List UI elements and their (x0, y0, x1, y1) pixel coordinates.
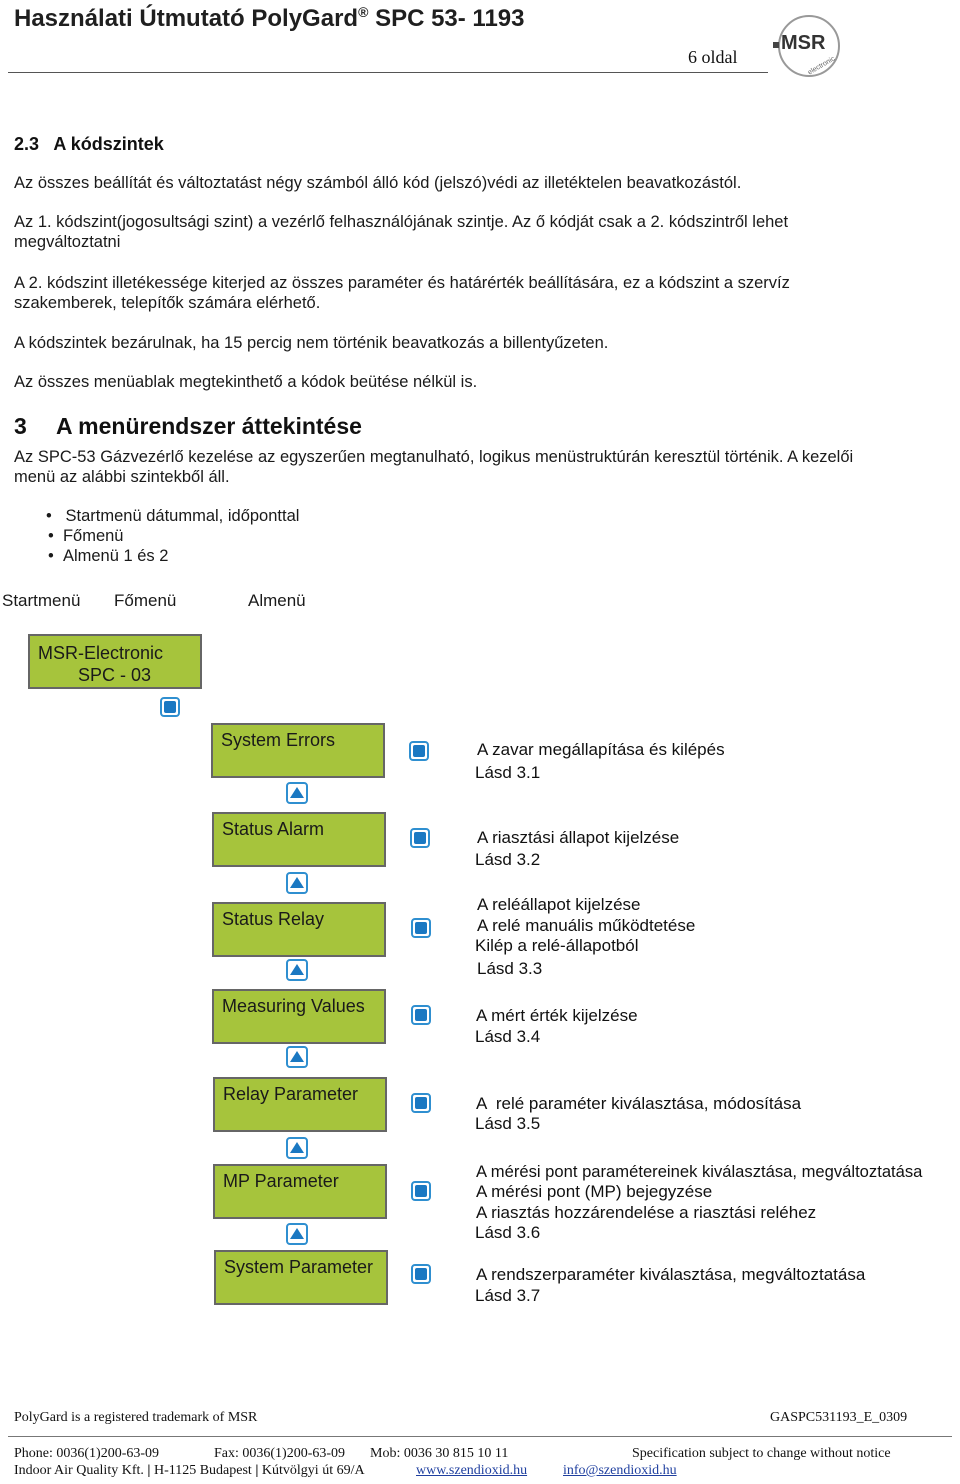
up-arrow-key-icon (286, 1137, 308, 1159)
paragraph: A kódszintek bezárulnak, ha 15 percig nem történik beavatkozás a billentyűzeten. (14, 334, 609, 352)
lcd-system-errors: System Errors (211, 723, 385, 778)
menu-reference: Lásd 3.3 (477, 959, 543, 978)
bullet-item: • Almenü 1 és 2 (48, 547, 169, 565)
section-3-number: 3 (14, 413, 27, 439)
up-arrow-key-icon (286, 872, 308, 894)
enter-key-icon (411, 918, 431, 938)
paragraph: Az összes beállítát és változtatást négy számból álló kód (jelszó)védi az illetéktelen beavatkozástól. (14, 174, 742, 192)
menu-description: A rendszerparaméter kiválasztása, megváltoztatása (476, 1265, 866, 1284)
paragraph: megváltoztatni (14, 233, 121, 251)
document-title: Használati Útmutató PolyGard® SPC 53- 1193 (14, 4, 525, 32)
bullet-item: • Startmenü dátummal, időponttal (46, 507, 300, 525)
footer-fax: Fax: 0036(1)200-63-09 (214, 1446, 346, 1461)
menu-reference: Lásd 3.5 (475, 1114, 541, 1133)
menu-reference: Lásd 3.7 (475, 1286, 541, 1305)
lcd-system-parameter: System Parameter (214, 1250, 388, 1305)
menu-description: A relé paraméter kiválasztása, módosítása (476, 1094, 802, 1113)
menu-description: A zavar megállapítása és kilépés (477, 740, 725, 759)
menu-description: A mérési pont (MP) bejegyzése (476, 1182, 713, 1201)
column-header-almenu: Almenü (248, 591, 306, 610)
menu-description: A mérési pont paramétereinek kiválasztása, megváltoztatása (476, 1162, 923, 1181)
page-number: 6 oldal (688, 47, 738, 67)
menu-description: A reléállapot kijelzése (477, 895, 641, 914)
enter-key-icon (411, 1093, 431, 1113)
up-arrow-key-icon (286, 1223, 308, 1245)
lcd-relay-parameter: Relay Parameter (213, 1077, 387, 1132)
up-arrow-key-icon (286, 1046, 308, 1068)
lcd-measuring-values: Measuring Values (212, 989, 386, 1044)
paragraph: Az SPC-53 Gázvezérlő kezelése az egyszerűen megtanulható, logikus menüstruktúrán keresztül történik. A kezelői (14, 448, 854, 466)
start-lcd-display: MSR-Electronic SPC - 03 (28, 634, 202, 689)
menu-description: A mért érték kijelzése (476, 1006, 638, 1025)
footer-phone: Phone: 0036(1)200-63-09 (14, 1446, 160, 1461)
menu-description: A riasztás hozzárendelése a riasztási reléhez (476, 1203, 817, 1222)
menu-reference: Lásd 3.4 (475, 1027, 541, 1046)
menu-description: A riasztási állapot kijelzése (477, 828, 680, 847)
lcd-status-relay: Status Relay (212, 902, 386, 957)
enter-key-icon (411, 1005, 431, 1025)
document-code: GASPC531193_E_0309 (770, 1410, 908, 1425)
header-rule (8, 72, 768, 73)
svg-text:MSR: MSR (781, 32, 826, 54)
msr-logo (773, 14, 841, 78)
menu-reference: Lásd 3.1 (475, 763, 541, 782)
paragraph: A 2. kódszint illetékessége kiterjed az összes paraméter és határérték beállítására, ez a kódszint a szervíz (14, 274, 790, 292)
column-header-fomenu: Főmenü (114, 591, 177, 610)
enter-key-icon (411, 1264, 431, 1284)
enter-key-icon (409, 741, 429, 761)
paragraph: menü az alábbi szintekből áll. (14, 468, 230, 486)
section-3-heading: A menürendszer áttekintése (56, 413, 362, 439)
trademark-note: PolyGard is a registered trademark of MSR (14, 1410, 258, 1425)
registered-mark: ® (358, 4, 369, 20)
paragraph: Az összes menüablak megtekinthető a kódok beütése nélkül is. (14, 373, 478, 391)
enter-key-icon (160, 697, 180, 717)
footer-address: Indoor Air Quality Kft. | H-1125 Budapest | Kútvölgyi út 69/A (14, 1463, 365, 1478)
up-arrow-key-icon (286, 959, 308, 981)
menu-reference: Lásd 3.6 (475, 1223, 541, 1242)
menu-reference: Lásd 3.2 (475, 850, 541, 869)
footer-web-link[interactable]: www.szendioxid.hu (416, 1463, 528, 1478)
lcd-status-alarm: Status Alarm (212, 812, 386, 867)
footer-notice: Specification subject to change without notice (632, 1446, 891, 1461)
enter-key-icon (411, 1181, 431, 1201)
menu-description: A relé manuális működtetése (477, 916, 696, 935)
enter-key-icon (410, 828, 430, 848)
paragraph: Az 1. kódszint(jogosultsági szint) a vezérlő felhasználójának szintje. Az ő kódját csak a 2. kódszintről lehet (14, 213, 789, 231)
lcd-mp-parameter: MP Parameter (213, 1164, 387, 1219)
section-2-3-heading: 2.3 A kódszintek (14, 134, 164, 154)
svg-text:electronic: electronic (806, 55, 837, 77)
up-arrow-key-icon (286, 782, 308, 804)
paragraph: szakemberek, telepítők számára elérhető. (14, 294, 321, 312)
column-header-startmenu: Startmenü (2, 591, 81, 610)
menu-description: Kilép a relé-állapotból (475, 936, 639, 955)
bullet-item: • Főmenü (48, 527, 124, 545)
footer-email-link[interactable]: info@szendioxid.hu (563, 1463, 677, 1478)
footer-mobile: Mob: 0036 30 815 10 11 (370, 1446, 509, 1461)
footer-rule (8, 1436, 952, 1437)
